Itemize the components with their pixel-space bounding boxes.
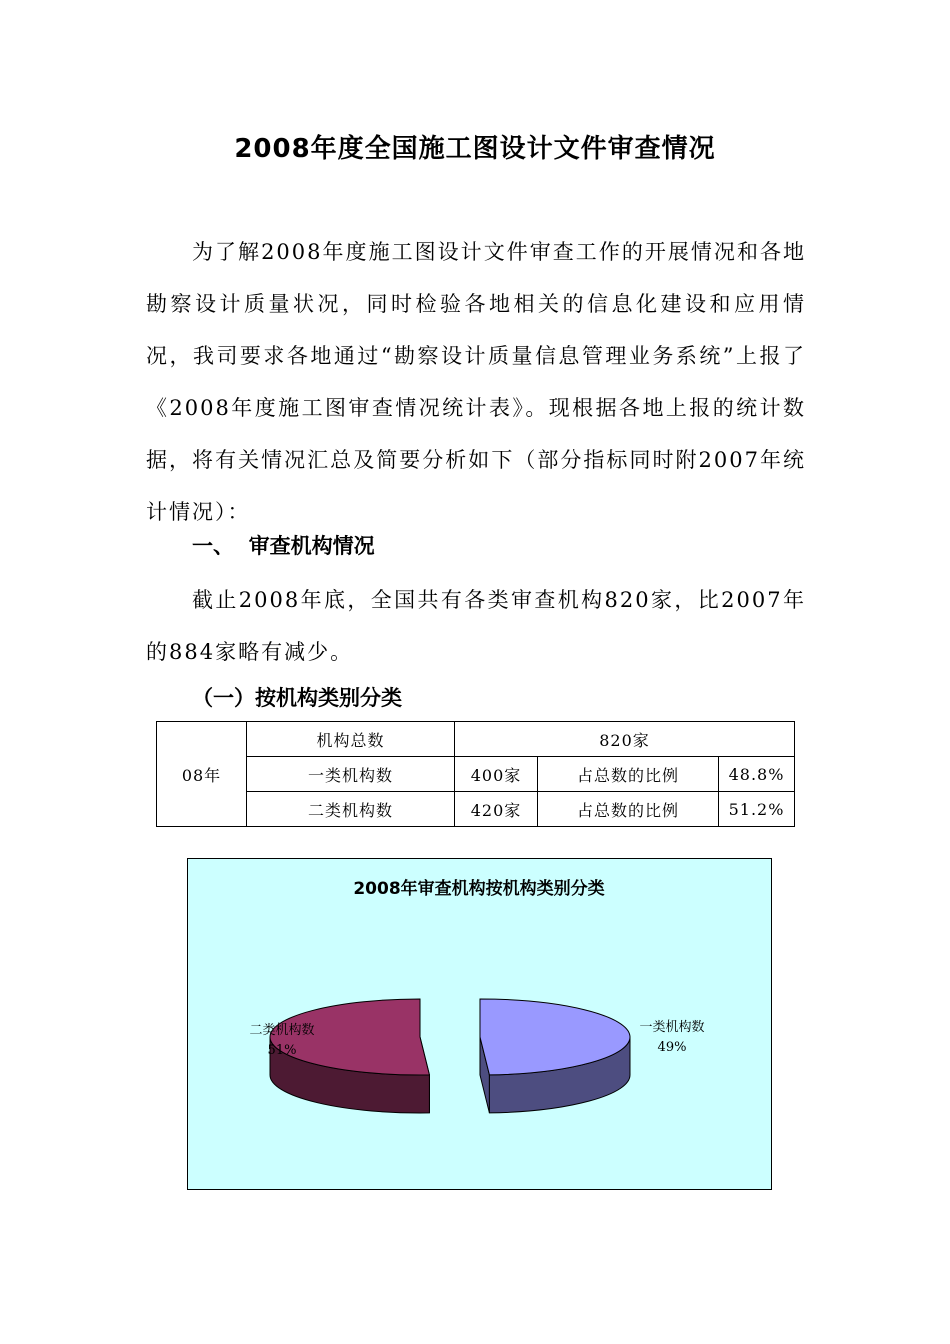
total-label-cell: 机构总数 (247, 722, 455, 757)
page-title: 2008年度全国施工图设计文件审查情况 (234, 134, 716, 164)
pie-chart-svg (188, 859, 770, 1188)
subsection-heading: （一）按机构类别分类 (192, 686, 402, 710)
section-heading: 一、 审查机构情况 (192, 534, 375, 558)
category-label-cell: 二类机构数 (247, 792, 455, 827)
slice-percent-label: 49% (657, 1040, 687, 1055)
total-value-cell: 820家 (455, 722, 795, 757)
ratio-label-cell: 占总数的比例 (538, 757, 719, 792)
ratio-label-cell: 占总数的比例 (538, 792, 719, 827)
chart-title: 2008年审查机构按机构类别分类 (353, 879, 605, 899)
institutions-paragraph: 截止2008年底，全国共有各类审查机构820家，比2007年的884家略有减少。 (146, 588, 806, 664)
ratio-cell: 51.2% (719, 792, 795, 827)
institution-table (156, 721, 795, 827)
slice-category-label: 一类机构数 (639, 1020, 705, 1035)
slice-percent-label: 51% (267, 1043, 297, 1058)
table-row (157, 792, 795, 827)
count-cell: 420家 (455, 792, 538, 827)
category-label-cell: 一类机构数 (247, 757, 455, 792)
count-cell: 400家 (455, 757, 538, 792)
slice-category-1 (480, 999, 630, 1113)
pie-chart (187, 858, 772, 1190)
intro-paragraph: 为了解2008年度施工图设计文件审查工作的开展情况和各地勘察设计质量状况，同时检验各地相关的信息化建设和应用情况，我司要求各地通过“勘察设计质量信息管理业务系统”上报了《2008年度施工图审查情况统计表》。现根据各地上报的统计数据，将有关情况汇总及简要分析如下（部分指标同时附2007年统计情况）： (146, 240, 806, 524)
table-row (157, 757, 795, 792)
year-cell: 08年 (157, 722, 247, 827)
slice-category-label: 二类机构数 (249, 1023, 315, 1038)
ratio-cell: 48.8% (719, 757, 795, 792)
